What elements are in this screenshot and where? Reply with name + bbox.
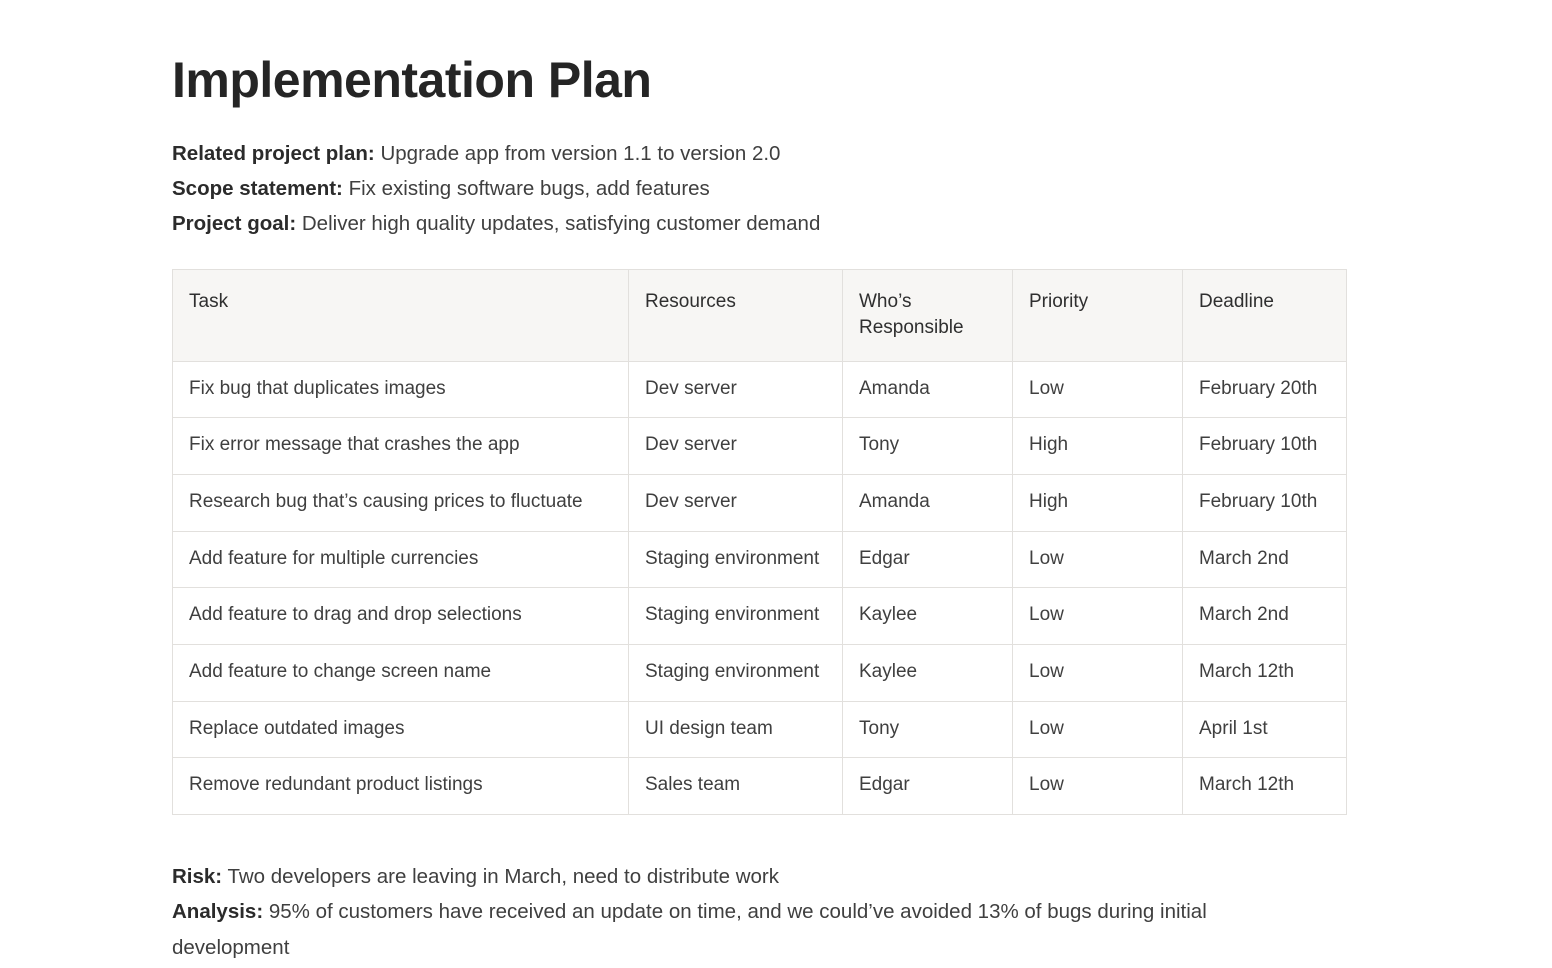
analysis-label: Analysis: (172, 900, 264, 924)
cell-task: Replace outdated images (173, 701, 629, 758)
risk-line (172, 859, 1272, 894)
cell-who-responsible: Edgar (843, 758, 1013, 815)
cell-task: Fix bug that duplicates images (173, 361, 629, 418)
table-row (173, 474, 1347, 531)
table-row (173, 531, 1347, 588)
cell-priority: Low (1013, 588, 1183, 645)
risk-analysis-block (172, 859, 1272, 965)
cell-who-responsible: Tony (843, 418, 1013, 475)
column-header-resources: Resources (629, 270, 843, 361)
cell-priority: Low (1013, 361, 1183, 418)
meta-line (172, 171, 1552, 206)
cell-priority: Low (1013, 701, 1183, 758)
table-row (173, 644, 1347, 701)
meta-value: Upgrade app from version 1.1 to version 2.0 (380, 141, 781, 165)
meta-label: Project goal: (172, 212, 297, 235)
risk-label: Risk: (172, 865, 223, 889)
cell-task: Fix error message that crashes the app (173, 418, 629, 475)
cell-deadline: March 2nd (1183, 531, 1347, 588)
column-header-deadline: Deadline (1183, 270, 1347, 361)
meta-label: Related project plan: (172, 141, 375, 165)
table-row (173, 758, 1347, 815)
cell-who-responsible: Amanda (843, 361, 1013, 418)
cell-deadline: April 1st (1183, 701, 1347, 758)
table-row (173, 418, 1347, 475)
project-meta (172, 136, 1552, 242)
column-header-priority: Priority (1013, 270, 1183, 361)
cell-who-responsible: Edgar (843, 531, 1013, 588)
cell-task: Remove redundant product listings (173, 758, 629, 815)
cell-priority: High (1013, 474, 1183, 531)
cell-resources: UI design team (629, 701, 843, 758)
analysis-value: 95% of customers have received an update on time, and we could’ve avoided 13% of bugs during initial development (172, 900, 1207, 959)
cell-resources: Staging environment (629, 531, 843, 588)
table-row (173, 701, 1347, 758)
cell-who-responsible: Amanda (843, 474, 1013, 531)
table-header-row (173, 270, 1347, 361)
cell-task: Research bug that’s causing prices to fluctuate (173, 474, 629, 531)
cell-who-responsible: Tony (843, 701, 1013, 758)
cell-resources: Staging environment (629, 644, 843, 701)
meta-value: Fix existing software bugs, add features (348, 176, 710, 200)
implementation-plan-table (172, 269, 1347, 815)
cell-deadline: March 12th (1183, 758, 1347, 815)
cell-task: Add feature to drag and drop selections (173, 588, 629, 645)
cell-priority: Low (1013, 644, 1183, 701)
cell-deadline: February 10th (1183, 474, 1347, 531)
cell-deadline: February 10th (1183, 418, 1347, 475)
cell-resources: Staging environment (629, 588, 843, 645)
cell-task: Add feature for multiple currencies (173, 531, 629, 588)
cell-priority: High (1013, 418, 1183, 475)
cell-deadline: February 20th (1183, 361, 1347, 418)
cell-deadline: March 2nd (1183, 588, 1347, 645)
cell-who-responsible: Kaylee (843, 644, 1013, 701)
cell-deadline: March 12th (1183, 644, 1347, 701)
meta-line (172, 206, 1552, 241)
cell-resources: Dev server (629, 361, 843, 418)
analysis-line (172, 894, 1272, 965)
cell-priority: Low (1013, 531, 1183, 588)
cell-resources: Sales team (629, 758, 843, 815)
column-header-who-responsible: Who’s Responsible (843, 270, 1013, 361)
meta-label: Scope statement: (172, 176, 343, 200)
cell-resources: Dev server (629, 474, 843, 531)
cell-resources: Dev server (629, 418, 843, 475)
table-row (173, 588, 1347, 645)
table-row (173, 361, 1347, 418)
page-title: Implementation Plan (172, 52, 652, 108)
cell-task: Add feature to change screen name (173, 644, 629, 701)
column-header-task: Task (173, 270, 629, 361)
meta-line (172, 136, 1552, 171)
meta-value: Deliver high quality updates, satisfying customer demand (301, 212, 821, 235)
cell-who-responsible: Kaylee (843, 588, 1013, 645)
risk-value: Two developers are leaving in March, need to distribute work (227, 865, 779, 889)
cell-priority: Low (1013, 758, 1183, 815)
